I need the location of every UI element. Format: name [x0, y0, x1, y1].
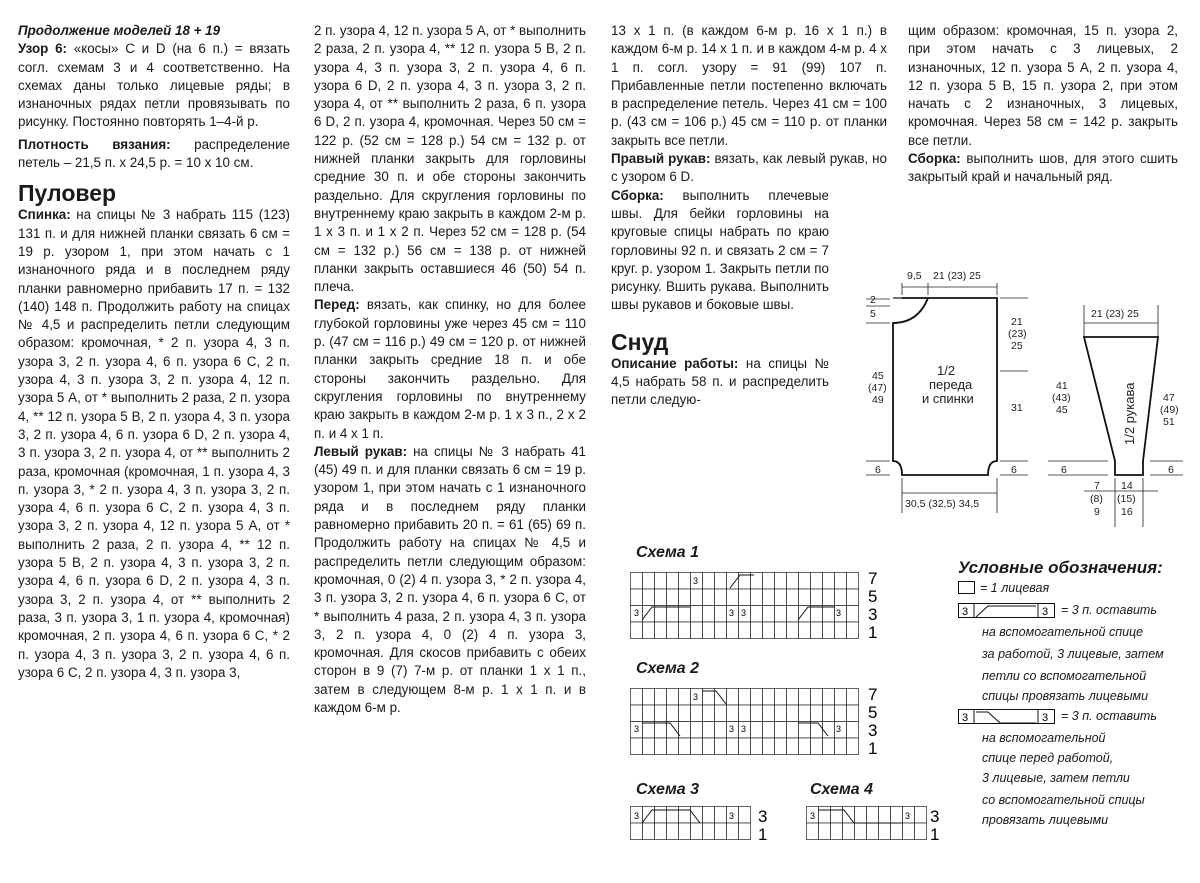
legend-cable-front-3a: 3 — [962, 712, 969, 724]
chart-cell — [679, 823, 691, 840]
chart-cell — [847, 738, 859, 755]
chart-cell — [751, 606, 763, 623]
chart-cell — [655, 589, 667, 606]
chart-cell — [715, 573, 727, 590]
sleeve-outline — [1084, 337, 1158, 475]
text-column-3 — [611, 22, 887, 410]
sleeve-right-dim-2: (49) — [1160, 404, 1179, 416]
chart-cell — [655, 807, 667, 824]
scheme2-row-1: 1 — [868, 739, 878, 758]
chart-cell — [667, 823, 679, 840]
chart-cell — [727, 622, 739, 639]
body-bottom-right-6: 6 — [1011, 464, 1017, 476]
chart-cell — [787, 622, 799, 639]
right-sleeve-paragraph — [611, 150, 887, 187]
density-label: Плотность вязания: — [18, 136, 171, 152]
snood-work-label: Описание работы: — [611, 355, 739, 371]
assembly-paragraph — [611, 187, 829, 315]
text-column-1 — [18, 22, 290, 682]
body-top-left-dim: 9,5 — [907, 270, 922, 282]
chart-cell — [799, 622, 811, 639]
legend-cable-back-l3: петли со вспомогательной — [982, 669, 1147, 683]
chart-cell — [643, 606, 655, 623]
pullover-title: Пуловер — [18, 180, 117, 207]
legend-cable-front-l2: спице перед работой, — [982, 751, 1114, 765]
chart-cell — [667, 807, 679, 824]
chart-cell — [811, 589, 823, 606]
chart-cell — [799, 589, 811, 606]
back-continued: 2 п. узора 4, 12 п. узора 5 A, от * выполнить 2 раза, 2 п. узора 4, ** 12 п. узора 5 B, 2 п. узора 4, 3 п. узора 3, 2 п. узора 4, 6 п. узора 6 D, 2 п. узора 4, 3 п. узора 3, 2 п. узора 4, от ** выполнить 2 раза, 6 п. узора 6 D, 2 п. узора 4, кромочная. Через 50 см = 122 р. (52 см = 128 р.) 54 см = 132 р. от нижней планки закрыть для горловины средние 30 п. и обе стороны закончить раздельно. Для скругления горловины по внутреннему краю закрыть в каждом 2-м р. 1 х 3 п. и 1 х 2 п. Через 52 см = 128 р. (54 см = 132 р.) 56 см = 138 р. от нижней планки закрыть оставшиеся 46 (50) 54 п. плеча. — [314, 23, 586, 295]
sleeve-continued: 13 х 1 п. (в каждом 6-м р. 16 х 1 п.) в каждом 6-м р. 14 х 1 п. и в каждом 4-м р. 4 х 1 п. согл. узору = 91 (99) 107 п. Прибавленные петли постепенно включать в распределение петель. Через 41 см = 100 р. (43 см = 106 р.) 45 см = 110 р. от планки закрыть все петли. — [611, 23, 887, 148]
scheme3-cell-3a: 3 — [634, 811, 640, 821]
chart-cell — [915, 807, 927, 824]
chart-cell — [655, 606, 667, 623]
chart-cell — [655, 573, 667, 590]
back-paragraph — [18, 206, 290, 682]
body-bottom-left-6: 6 — [875, 464, 881, 476]
chart-cell — [811, 738, 823, 755]
chart-cell — [643, 689, 655, 706]
chart-cell — [739, 689, 751, 706]
left-sleeve-paragraph — [314, 443, 586, 717]
sleeve-bottom-left-6: 6 — [1061, 464, 1067, 476]
chart-cell — [679, 606, 691, 623]
chart-cell — [691, 807, 703, 824]
chart-cell — [835, 622, 847, 639]
chart-cell — [703, 606, 715, 623]
chart-cell — [787, 589, 799, 606]
chart-cell — [655, 705, 667, 722]
scheme1-row-1: 1 — [868, 623, 878, 642]
sleeve-bottom-left-dim-3: 9 — [1094, 506, 1100, 518]
legend-title: Условные обозначения: — [958, 558, 1163, 577]
snood-title: Снуд — [611, 328, 669, 355]
sleeve-left-dim-1: 41 — [1056, 380, 1068, 392]
chart-cell — [787, 689, 799, 706]
continuation-header: Продолжение моделей 18 + 19 — [18, 23, 221, 38]
chart-cell — [823, 589, 835, 606]
density-text: распределение петель – 21,5 п. х 24,5 р. = 10 х 10 см. — [18, 136, 291, 171]
chart-cell — [715, 705, 727, 722]
chart-cell — [775, 606, 787, 623]
chart-cell — [703, 573, 715, 590]
chart-cell — [763, 622, 775, 639]
chart-cell — [867, 823, 879, 840]
legend-cable-front-symbol — [958, 709, 1058, 725]
chart-cell — [739, 823, 751, 840]
assembly-text: выполнить плечевые швы. Для бейки горловины на круговые спицы набрать по краю горловины 92 п. и связать 2 см = 7 круг. р. узором 1. Закрыть петли по рисунку. Вшить рукава. Выполнить швы рукавов и боковые швы. — [611, 187, 829, 313]
chart-cell — [763, 606, 775, 623]
chart-cell — [751, 689, 763, 706]
legend-cable-front-eq: = 3 п. оставить — [1061, 709, 1157, 723]
front-label: Перед: — [314, 297, 360, 313]
right-sleeve-label: Правый рукав: — [611, 151, 711, 167]
chart-cell — [715, 589, 727, 606]
chart-cell — [847, 722, 859, 739]
chart-cell — [847, 589, 859, 606]
chart-cell — [727, 573, 739, 590]
chart-cell — [703, 738, 715, 755]
chart-cell — [643, 589, 655, 606]
front-paragraph — [314, 296, 586, 442]
body-left-dim-2: (47) — [868, 382, 887, 394]
chart-cell — [763, 589, 775, 606]
sleeve-bottom-right-dim-3: 16 — [1121, 506, 1133, 518]
chart-cell — [847, 705, 859, 722]
chart-cell — [835, 589, 847, 606]
chart-cell — [835, 705, 847, 722]
scheme1-cell-3c: 3 — [729, 608, 735, 618]
chart-cell — [703, 823, 715, 840]
chart-cell — [703, 589, 715, 606]
sleeve-left-dim-2: (43) — [1052, 392, 1071, 404]
chart-cell — [775, 689, 787, 706]
chart-cell — [751, 738, 763, 755]
chart-cell — [703, 722, 715, 739]
chart-cell — [855, 807, 867, 824]
legend-cable-back-3a: 3 — [962, 606, 969, 618]
chart-cell — [679, 689, 691, 706]
scheme2-row-7: 7 — [868, 685, 878, 704]
chart-cell — [631, 622, 643, 639]
chart-cell — [823, 622, 835, 639]
scheme1-grid — [631, 569, 878, 642]
scheme1-title: Схема 1 — [636, 544, 700, 561]
chart-cell — [667, 705, 679, 722]
chart-cell — [667, 722, 679, 739]
body-right-mid-dim: 31 — [1011, 402, 1023, 414]
chart-cell — [739, 738, 751, 755]
chart-cell — [799, 573, 811, 590]
chart-cell — [763, 738, 775, 755]
scheme3-title: Схема 3 — [636, 781, 700, 798]
chart-cell — [715, 622, 727, 639]
chart-cell — [799, 689, 811, 706]
sleeve-right-dim-1: 47 — [1163, 392, 1175, 404]
chart-cell — [867, 807, 879, 824]
body-center-label-3: и спинки — [922, 391, 974, 406]
chart-cell — [763, 689, 775, 706]
body-right-top-dim-3: 25 — [1011, 340, 1023, 352]
chart-cell — [679, 573, 691, 590]
chart-cell — [643, 705, 655, 722]
sleeve-bottom-right-dim-1: 14 — [1121, 480, 1133, 492]
legend-cable-front-3b: 3 — [1042, 712, 1049, 724]
chart-cell — [631, 823, 643, 840]
scheme2-grid — [631, 685, 878, 758]
legend-cable-front-l3: 3 лицевые, затем петли — [982, 771, 1130, 785]
legend-cable-back-3b: 3 — [1042, 606, 1049, 618]
chart-cell — [631, 705, 643, 722]
chart-cell — [787, 738, 799, 755]
body-right-top-dim-2: (23) — [1008, 328, 1027, 340]
chart-cell — [775, 573, 787, 590]
sleeve-top-dim: 21 (23) 25 — [1091, 308, 1139, 320]
chart-cell — [879, 807, 891, 824]
scheme2-cell-3a: 3 — [693, 692, 699, 702]
density-paragraph — [18, 136, 290, 173]
chart-cell — [775, 722, 787, 739]
scheme2-cell-3b: 3 — [634, 724, 640, 734]
chart-cell — [739, 807, 751, 824]
scheme1-cell-3b: 3 — [634, 608, 640, 618]
chart-cell — [843, 823, 855, 840]
sleeve-center-label: 1/2 рукава — [1122, 382, 1137, 445]
scheme3-grid — [631, 807, 768, 845]
legend-cable-back-symbol — [958, 603, 1058, 619]
sleeve-bottom-right-6: 6 — [1168, 464, 1174, 476]
chart-cell — [679, 807, 691, 824]
chart-cell — [667, 573, 679, 590]
chart-cell — [903, 823, 915, 840]
chart-cell — [715, 722, 727, 739]
chart-cell — [751, 705, 763, 722]
chart-cell — [811, 622, 823, 639]
chart-cell — [679, 738, 691, 755]
chart-cell — [739, 622, 751, 639]
chart-cell — [751, 589, 763, 606]
scheme3-cell-3b: 3 — [729, 811, 735, 821]
chart-cell — [691, 622, 703, 639]
sleeve-bottom-right-dim-2: (15) — [1117, 493, 1136, 505]
chart-cell — [787, 722, 799, 739]
scheme4-cell-3a: 3 — [810, 811, 816, 821]
chart-cell — [811, 573, 823, 590]
chart-cell — [819, 807, 831, 824]
legend-cable-front-l5: провязать лицевыми — [982, 813, 1109, 827]
chart-cell — [847, 622, 859, 639]
chart-cell — [643, 622, 655, 639]
pattern-pieces-diagram — [858, 265, 1188, 527]
chart-cell — [823, 722, 835, 739]
chart-cell — [703, 622, 715, 639]
scheme1-cell-3a: 3 — [693, 576, 699, 586]
chart-cell — [727, 589, 739, 606]
chart-cell — [775, 705, 787, 722]
chart-cell — [655, 722, 667, 739]
body-bottom-dim: 30,5 (32,5) 34,5 — [905, 498, 980, 510]
chart-cell — [751, 622, 763, 639]
sleeve-right-dim-3: 51 — [1163, 416, 1175, 428]
scheme2-row-3: 3 — [868, 721, 878, 740]
legend-cable-front-l4: со вспомогательной спицы — [982, 793, 1145, 807]
chart-cell — [811, 606, 823, 623]
snood-paragraph — [611, 355, 829, 410]
body-left-dim-3: 49 — [872, 394, 884, 406]
chart-cell — [847, 573, 859, 590]
chart-cell — [823, 705, 835, 722]
scheme4-row-1: 1 — [930, 825, 940, 844]
chart-cell — [787, 606, 799, 623]
chart-cell — [823, 606, 835, 623]
scheme1-row-5: 5 — [868, 587, 878, 606]
body-center-label-1: 1/2 — [937, 363, 956, 378]
legend-knit-text: = 1 лицевая — [980, 581, 1050, 595]
chart-cell — [667, 589, 679, 606]
chart-cell — [655, 738, 667, 755]
sleeve-bottom-left-dim-1: 7 — [1094, 480, 1100, 492]
legend-cable-front-l1: на вспомогательной — [982, 731, 1106, 745]
chart-cell — [807, 823, 819, 840]
chart-cell — [667, 738, 679, 755]
chart-cell — [691, 722, 703, 739]
chart-cell — [799, 606, 811, 623]
neck-dim-2: 2 — [870, 294, 876, 306]
chart-cell — [835, 738, 847, 755]
pattern6-text: «косы» C и D (на 6 п.) = вязать согл. схемам 3 и 4 соответственно. На схемах даны только лицевые ряды; в изнаночных рядах петли провязывать по рисунку. Постоянно повторять 1–4-й р. — [18, 41, 290, 130]
left-sleeve-label: Левый рукав: — [314, 443, 408, 459]
snood-assembly-label: Сборка: — [908, 151, 961, 167]
chart-cell — [811, 689, 823, 706]
body-left-dim-1: 45 — [872, 370, 884, 382]
scheme2-cell-3e: 3 — [836, 724, 842, 734]
legend-cable-back-eq: = 3 п. оставить — [1061, 603, 1157, 617]
chart-cell — [679, 589, 691, 606]
body-right-top-dim-1: 21 — [1011, 316, 1023, 328]
scheme1-cell-3d: 3 — [741, 608, 747, 618]
chart-cell — [631, 689, 643, 706]
scheme2-cell-3c: 3 — [729, 724, 735, 734]
chart-cell — [703, 807, 715, 824]
chart-cell — [691, 606, 703, 623]
snood-work-text: на спицы № 4,5 набрать 58 п. и распределить петли следую- — [611, 355, 829, 408]
chart-cell — [775, 738, 787, 755]
chart-cell — [703, 705, 715, 722]
chart-cell — [715, 807, 727, 824]
neck-dim-5: 5 — [870, 308, 876, 320]
snood-assembly-text: выполнить шов, для этого сшить закрытый край и начальный ряд. — [908, 151, 1178, 185]
chart-cell — [811, 722, 823, 739]
chart-cell — [679, 705, 691, 722]
scheme1-row-3: 3 — [868, 605, 878, 624]
body-top-mid-dim: 21 (23) 25 — [933, 270, 981, 282]
chart-cell — [643, 738, 655, 755]
chart-cell — [835, 573, 847, 590]
chart-cell — [787, 705, 799, 722]
front-text: вязать, как спинку, но для более глубокой горловины уже через 45 см = 110 р. (47 см = 116 р.) 49 см = 120 р. от нижней планки закрыть средние 18 п. и обе стороны закончить раздельно. Для скругления горловины по внутреннему краю закрыть в каждом 2-м р. 1 х 3 п., 2 х 2 п. и 4 х 1 п. — [314, 297, 586, 441]
chart-cell — [819, 823, 831, 840]
chart-cell — [799, 722, 811, 739]
text-column-2 — [314, 22, 586, 717]
right-sleeve-text: вязать, как левый рукав, но с узором 6 D. — [611, 151, 887, 185]
pattern6-label: Узор 6: — [18, 41, 68, 57]
chart-cell — [915, 823, 927, 840]
snood-assembly-paragraph — [908, 150, 1178, 187]
chart-cell — [787, 573, 799, 590]
snood-continued: щим образом: кромочная, 15 п. узора 2, при этом начать с 3 лицевых, 2 изнаночных, 12 п. узора 5 A, 2 п. узора 4, 12 п. узора 5 B, 15 п. узора 2, при этом начать с 2 изнаночных, 3 лицевых, кромочная. Через 58 см = 142 р. закрыть все петли. — [908, 23, 1178, 148]
chart-cell — [667, 622, 679, 639]
chart-cell — [655, 622, 667, 639]
chart-cell — [715, 606, 727, 623]
chart-cell — [643, 823, 655, 840]
body-center-label-2: переда — [929, 377, 973, 392]
chart-cell — [751, 722, 763, 739]
chart-cell — [655, 823, 667, 840]
chart-cell — [691, 589, 703, 606]
chart-cell — [763, 722, 775, 739]
scheme2-title: Схема 2 — [636, 660, 700, 677]
chart-cell — [643, 573, 655, 590]
scheme4-row-3: 3 — [930, 807, 940, 826]
chart-cell — [643, 722, 655, 739]
chart-cell — [891, 823, 903, 840]
scheme1-cell-3e: 3 — [836, 608, 842, 618]
left-sleeve-text: на спицы № 3 набрать 41 (45) 49 п. и для планки связать 6 см = 19 р. узором 1, при этом начать с 1 изнаночного ряда и в последнем ряду планки равномерно прибавить 20 п. = 61 (65) 69 п. Продолжить работу на спицах № 4,5 и распределить петли следующим образом: кромочная, 0 (2) 4 п. узора 3, * 2 п. узора 4, 3 п. узора 3, 2 п. узора 4, 6 п. узора 6 C, от * выполнить 4 раза, 2 п. узора 4, 3 п. узора 3, 2 п. узора 4, 0 (2) 4 п. узора 3, кромочная. Для скосов прибавить с обеих сторон в 9 (7) 7-м р. от планки 1 х 1 п., затем в следующем 8-м р. 1 х 1 п. и в каждом 6-м р. — [314, 443, 586, 715]
chart-cell — [799, 705, 811, 722]
chart-cell — [847, 689, 859, 706]
legend-knit-symbol — [958, 581, 976, 595]
chart-cell — [775, 589, 787, 606]
chart-cell — [679, 722, 691, 739]
chart-cell — [679, 622, 691, 639]
chart-cell — [727, 823, 739, 840]
legend-cable-back-l4: спицы провязать лицевыми — [982, 689, 1149, 703]
chart-cell — [847, 606, 859, 623]
chart-cell — [811, 705, 823, 722]
scheme2-row-5: 5 — [868, 703, 878, 722]
chart-cell — [667, 606, 679, 623]
chart-cell — [715, 738, 727, 755]
pattern6-paragraph — [18, 40, 290, 131]
sleeve-left-dim-3: 45 — [1056, 404, 1068, 416]
scheme3-row-1: 1 — [758, 825, 768, 844]
chart-cell — [727, 738, 739, 755]
legend-cable-back-l2: за работой, 3 лицевые, затем — [982, 647, 1164, 661]
chart-cell — [691, 705, 703, 722]
chart-cell — [715, 823, 727, 840]
back-label: Спинка: — [18, 207, 71, 223]
chart-cell — [691, 738, 703, 755]
chart-cell — [727, 689, 739, 706]
assembly-label: Сборка: — [611, 187, 664, 203]
chart-cell — [879, 823, 891, 840]
chart-cell — [763, 573, 775, 590]
scheme1-row-7: 7 — [868, 569, 878, 588]
chart-cell — [799, 738, 811, 755]
chart-cell — [631, 738, 643, 755]
chart-cell — [667, 689, 679, 706]
chart-cell — [775, 622, 787, 639]
chart-cell — [831, 807, 843, 824]
chart-cell — [631, 573, 643, 590]
chart-cell — [631, 589, 643, 606]
chart-cell — [727, 705, 739, 722]
chart-cell — [831, 823, 843, 840]
scheme2-cell-3d: 3 — [741, 724, 747, 734]
chart-cell — [891, 807, 903, 824]
scheme4-svg — [806, 800, 946, 850]
chart-cell — [763, 705, 775, 722]
chart-cell — [691, 823, 703, 840]
chart-cell — [739, 589, 751, 606]
chart-cell — [655, 689, 667, 706]
chart-cell — [823, 573, 835, 590]
scheme4-cell-3b: 3 — [905, 811, 911, 821]
legend-cable-back-l1: на вспомогательной спице — [982, 625, 1144, 639]
chart-cell — [823, 738, 835, 755]
chart-cell — [835, 689, 847, 706]
chart-cell — [823, 689, 835, 706]
sleeve-bottom-left-dim-2: (8) — [1090, 493, 1103, 505]
chart-cell — [739, 705, 751, 722]
back-text: на спицы № 3 набрать 115 (123) 131 п. и для нижней планки связать 6 см = 19 р. узором 1, при этом начать с 1 изнаночного ряда и в последнем ряду планки равномерно прибавить 17 п. = 132 (140) 148 п. Продолжить работу на спицах № 4,5 и распределить петли следующим образом: кромочная, * 2 п. узора 4, 3 п. узора 3, 2 п. узора 4, 6 п. узора 6 C, 2 п. узора 4, 3 п. узора 3, 2 п. узора 4, 12 п. узора 5 A, от * выполнить 2 раза, 2 п. узора 4, ** 12 п. узора 5 B, 2 п. узора 4, 3 п. узора 3, 2 п. узора 4, 6 п. узора 6 D, 2 п. узора 4, 3 п. узора 3, 2 п. узора 4, от ** выполнить 2 раза, кромочная (кромочная, 1 п. узора 4, 3 п. узора 3, * 2 п. узора 4, 3 п. узора 3, 2 п. узора 4, 6 п. узора 6 C, 2 п. узора 4, 3 п. узора 3, 2 п. узора 4, 12 п. узора 5 A, от * выполнить 2 раза, 2 п. узора 4, ** 12 п. узора 5 B, 2 п. узора 4, 3 п. узора 3, 2 п. узора 4, 6 п. узора 6 D, 2 п. узора 4, 3 п. узора 3, 2 п. узора 4, от ** выполнить 2 раза, 3 п. узора 3, 1 п. узора 4, кромочная) кромочная, 2 п. узора 4, 6 п. узора 6 C, * 2 п. узора 4, 3 п. узора 3, 2 п. узора 4, 6 п. узора 6 C, 2 п. узора 4, 3 п. узора 3, — [18, 207, 290, 680]
scheme4-title: Схема 4 — [810, 781, 874, 798]
scheme3-row-3: 3 — [758, 807, 768, 826]
chart-cell — [855, 823, 867, 840]
text-column-4 — [908, 22, 1178, 187]
